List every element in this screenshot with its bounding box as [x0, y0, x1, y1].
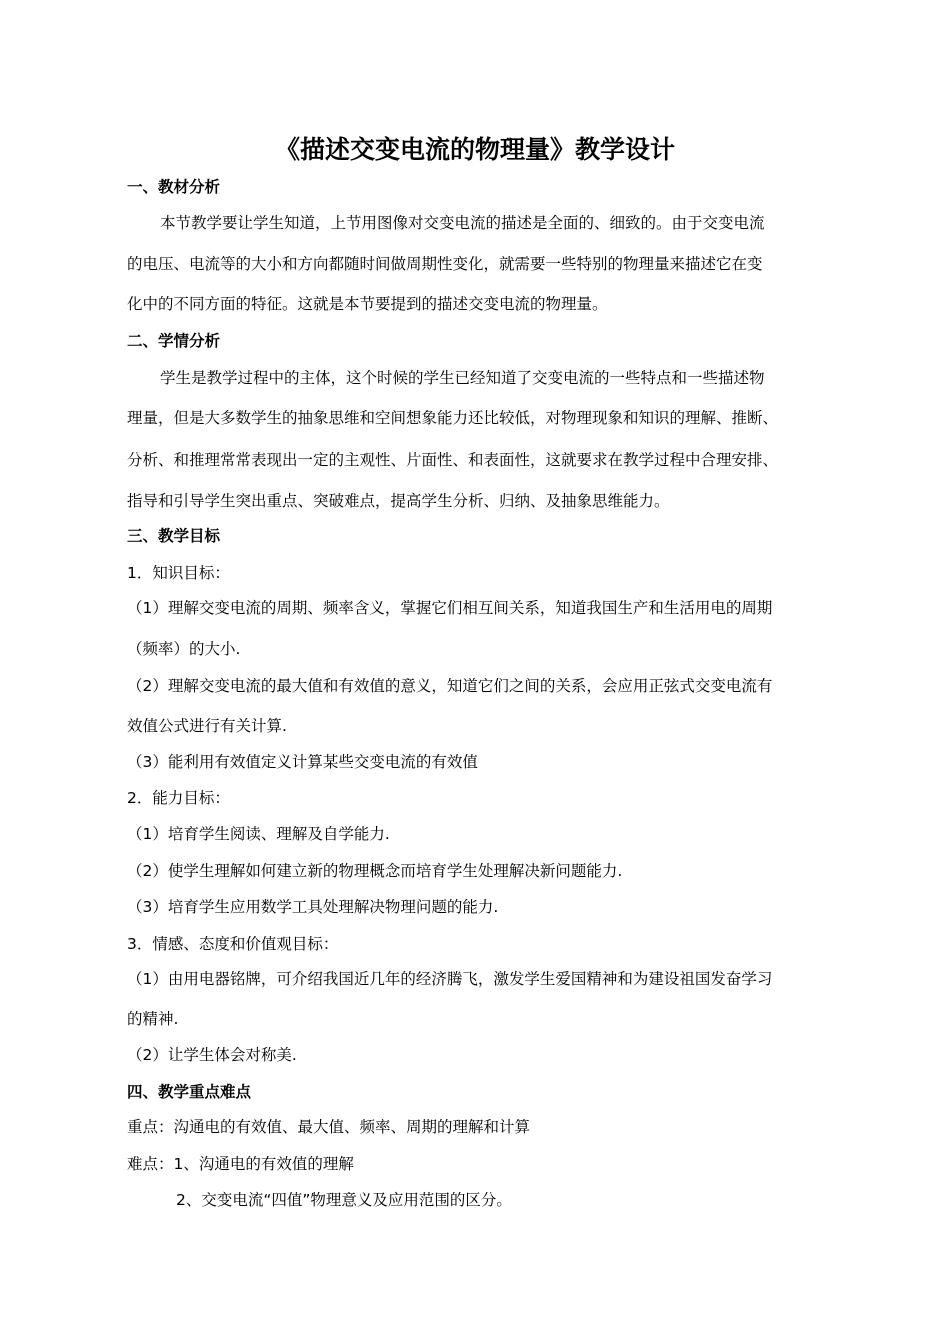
paragraph-line: 指导和引导学生突出重点、突破难点，提高学生分析、归纳、及抽象思维能力。 [127, 492, 670, 510]
goal-item: （频率）的大小. [127, 640, 241, 658]
paragraph-line: 理量，但是大多数学生的抽象思维和空间想象能力还比较低，对物理现象和知识的理解、推断、 [127, 409, 779, 427]
goal-item: （3）能利用有效值定义计算某些交变电流的有效值 [127, 753, 478, 771]
goal-emotion-title: 3．情感、态度和价值观目标： [127, 935, 339, 953]
document-title: 《描述交变电流的物理量》教学设计 [274, 135, 675, 164]
key-point-line: 重点：沟通电的有效值、最大值、频率、周期的理解和计算 [127, 1118, 531, 1136]
goal-item: （3）培育学生应用数学工具处理解决物理问题的能力. [127, 898, 499, 916]
paragraph-line: 学生是教学过程中的主体，这个时候的学生已经知道了交变电流的一些特点和一些描述物 [160, 369, 765, 387]
difficult-point-line: 2、交变电流“四值”物理意义及应用范围的区分。 [176, 1191, 512, 1209]
section-heading-teaching-goals: 三、教学目标 [127, 527, 221, 545]
goal-item: （2）使学生理解如何建立新的物理概念而培育学生处理解决新问题能力. [127, 862, 623, 880]
goal-item: （1）由用电器铭牌，可介绍我国近几年的经济腾飞，激发学生爱国精神和为建设祖国发奋学习 [127, 970, 773, 988]
paragraph-line: 分析、和推理常常表现出一定的主观性、片面性、和表面性，这就要求在教学过程中合理安排、 [127, 451, 779, 469]
difficult-point-line: 难点：1、沟通电的有效值的理解 [127, 1155, 354, 1173]
goal-item: （2）让学生体会对称美. [127, 1046, 297, 1064]
goal-knowledge-title: 1．知识目标： [127, 564, 230, 582]
goal-item: （2）理解交变电流的最大值和有效值的意义，知道它们之间的关系，会应用正弦式交变电流有 [127, 677, 773, 695]
paragraph-line: 化中的不同方面的特征。这就是本节要提到的描述交变电流的物理量。 [127, 295, 608, 313]
goal-item: 效值公式进行有关计算. [127, 717, 287, 735]
goal-item: （1）理解交变电流的周期、频率含义，掌握它们相互间关系，知道我国生产和生活用电的周期 [127, 599, 773, 617]
goal-item: （1）培育学生阅读、理解及自学能力. [127, 825, 390, 843]
goal-item: 的精神. [127, 1010, 179, 1028]
section-heading-key-points: 四、教学重点难点 [127, 1083, 252, 1101]
section-heading-textbook-analysis: 一、教材分析 [127, 178, 221, 196]
paragraph-line: 本节教学要让学生知道，上节用图像对交变电流的描述是全面的、细致的。由于交变电流 [160, 214, 765, 232]
goal-ability-title: 2．能力目标： [127, 789, 230, 807]
section-heading-student-analysis: 二、学情分析 [127, 332, 221, 350]
paragraph-line: 的电压、电流等的大小和方向都随时间做周期性变化，就需要一些特别的物理量来描述它在变 [127, 255, 763, 273]
